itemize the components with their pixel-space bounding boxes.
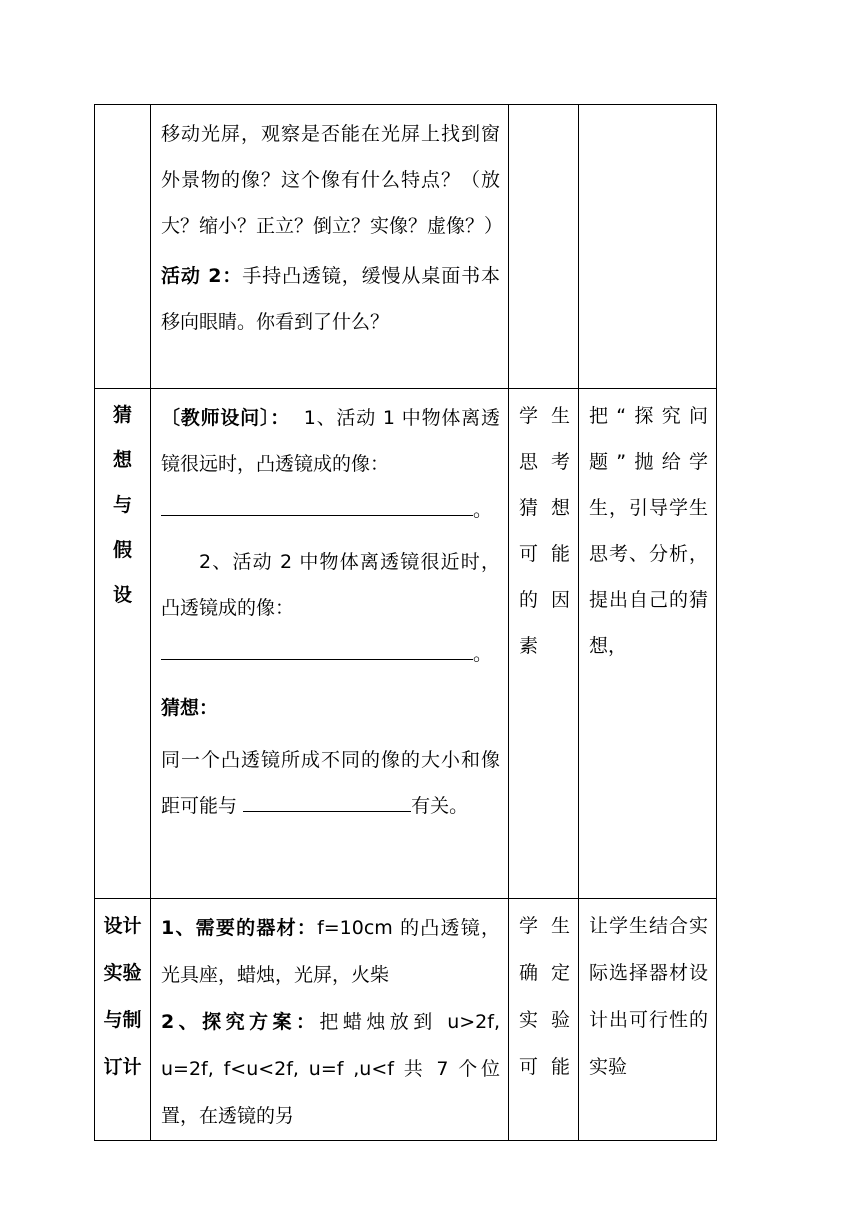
activity2-label: 活动 2：: [161, 265, 243, 287]
plan-text: 把蜡烛放到 u>2f, u=2f, f<u<2f, u=f ,u<f 共 7 个位置，在透镜的另: [161, 1011, 500, 1127]
content-cell: [151, 899, 509, 1141]
student-cell: [509, 105, 579, 389]
guess-text-b: 有关。: [411, 795, 469, 817]
student-line: 素: [519, 635, 539, 657]
stage-cell: [95, 899, 151, 1141]
student-line: 实 验: [519, 1009, 570, 1031]
stage-line: 与制: [103, 1009, 142, 1031]
stage-cell: [95, 389, 151, 899]
student-cell: [509, 899, 579, 1141]
student-activity: [509, 899, 578, 1091]
plan-item: [161, 999, 500, 1140]
content-cell: [151, 389, 509, 899]
answer-line-1: [161, 487, 500, 533]
student-line: 确 定: [519, 962, 570, 984]
guess-text-a: 同一个凸透镜所成不同的像的大小和像距可能与: [161, 749, 500, 817]
answer-line-2: [161, 631, 500, 677]
materials-label: 1、需要的器材：: [161, 917, 318, 939]
student-line: 的 因: [519, 589, 570, 611]
teacher-cell: [579, 899, 717, 1141]
question-1: [161, 395, 500, 487]
content-cell: [151, 105, 509, 389]
stage-char: 假: [112, 539, 132, 561]
activity1-text: 移动光屏，观察是否能在光屏上找到窗外景物的像？这个像有什么特点？（放大？缩小？正立？倒立？实像？虚像？）: [161, 123, 504, 237]
stage-char: 与: [112, 494, 132, 516]
materials-text: f=10cm 的凸透镜，光具座，蜡烛，光屏，火柴: [161, 917, 500, 986]
activity2-text: 手持凸透镜，缓慢从桌面书本移向眼睛。你看到了什么？: [161, 265, 500, 333]
stage-label: [95, 899, 150, 1091]
table-row: [95, 389, 717, 899]
activity2-paragraph: [161, 253, 500, 345]
teacher-cell: [579, 389, 717, 899]
student-line: 猜 想: [519, 497, 570, 519]
teacher-cell: [579, 105, 717, 389]
student-cell: [509, 389, 579, 899]
student-line: 思 考: [519, 451, 570, 473]
lesson-plan-table: [94, 104, 717, 1141]
question-2: 2、活动 2 中物体离透镜很近时，凸透镜成的像：: [161, 551, 500, 619]
stage-line: 实验: [103, 962, 142, 984]
stage-line: 订计: [103, 1056, 142, 1078]
teacher-activity: 把“探究问题”抛给学生，引导学生思考、分析，提出自己的猜想，: [589, 405, 708, 657]
guess-label: 猜想：: [161, 697, 219, 719]
student-line: 学 生: [519, 915, 570, 937]
materials-item: [161, 905, 500, 999]
period: 。: [473, 499, 493, 521]
answer-blank[interactable]: [161, 635, 473, 660]
stage-line: 设计: [103, 915, 142, 937]
teacher-activity: 让学生结合实际选择器材设计出可行性的实验: [589, 915, 708, 1078]
answer-blank[interactable]: [161, 491, 473, 516]
student-line: 可 能: [519, 1056, 570, 1078]
question-label: 〔教师设问〕：: [161, 407, 291, 429]
question-1-text: 1、活动 1 中物体离透镜很远时，凸透镜成的像：: [161, 407, 500, 475]
table-row: [95, 105, 717, 389]
student-line: 可 能: [519, 543, 570, 565]
stage-cell: [95, 105, 151, 389]
stage-label: [95, 389, 150, 618]
table-row: [95, 899, 717, 1141]
guess-text: [161, 737, 500, 829]
stage-char: 设: [112, 584, 132, 606]
plan-label: 2、探究方案：: [161, 1011, 320, 1033]
period: 。: [473, 643, 493, 665]
student-line: 学 生: [519, 405, 570, 427]
student-activity: [509, 389, 578, 669]
stage-char: 猜: [112, 404, 132, 426]
guess-blank[interactable]: [243, 787, 411, 812]
stage-char: 想: [112, 449, 132, 471]
